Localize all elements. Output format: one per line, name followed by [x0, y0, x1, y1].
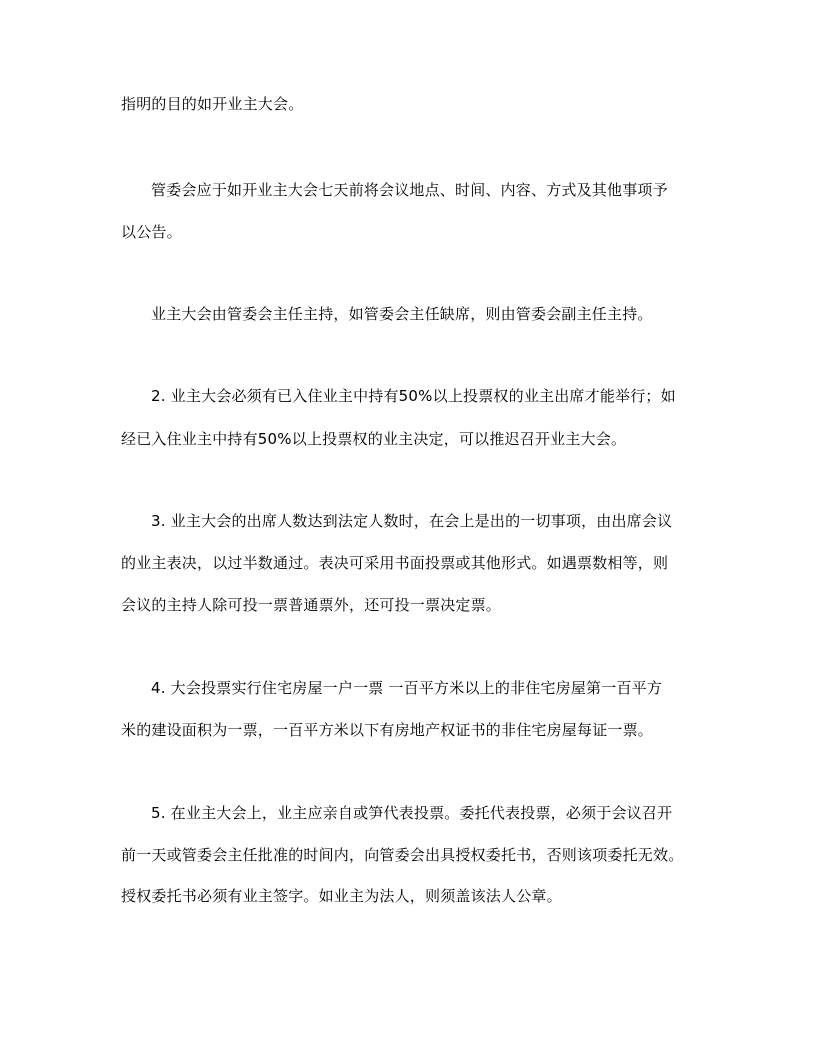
text-line-3: 以公告。 [121, 223, 182, 241]
text-line-7: 3. 业主大会的出席人数达到法定人数时，在会上是出的一切事项，由出席会议 [151, 512, 673, 530]
text-line-9: 会议的主持人除可投一票普通票外，还可投一票决定票。 [121, 596, 502, 614]
text-line-11: 米的建设面积为一票，一百平方米以下有房地产权证书的非住宅房屋每证一票。 [121, 721, 654, 739]
text-line-10: 4. 大会投票实行住宅房屋一户一票 一百平方米以上的非住宅房屋第一百平方 [151, 679, 663, 697]
text-line-14: 授权委托书必须有业主签字。如业主为法人，则须盖该法人公章。 [121, 887, 562, 905]
text-line-2: 管委会应于如开业主大会七天前将会议地点、时间、内容、方式及其他事项予 [151, 181, 668, 199]
text-line-5: 2. 业主大会必须有已入住业主中持有50%以上投票权的业主出席才能举行；如 [151, 387, 676, 405]
text-line-1: 指明的目的如开业主大会。 [121, 95, 304, 113]
text-line-13: 前一天或管委会主任批准的时间内，向管委会出具授权委托书，否则该项委托无效。 [121, 846, 684, 864]
text-line-8: 的业主表决，以过半数通过。表决可采用书面投票或其他形式。如遇票数相等，则 [121, 554, 669, 572]
text-line-12: 5. 在业主大会上，业主应亲自或笋代表投票。委托代表投票，必须于会议召开 [151, 804, 673, 822]
text-line-6: 经已入住业主中持有50%以上投票权的业主决定，可以推迟召开业主大会。 [121, 430, 627, 448]
text-line-4: 业主大会由管委会主任主持，如管委会主任缺席，则由管委会副主任主持。 [151, 305, 653, 323]
